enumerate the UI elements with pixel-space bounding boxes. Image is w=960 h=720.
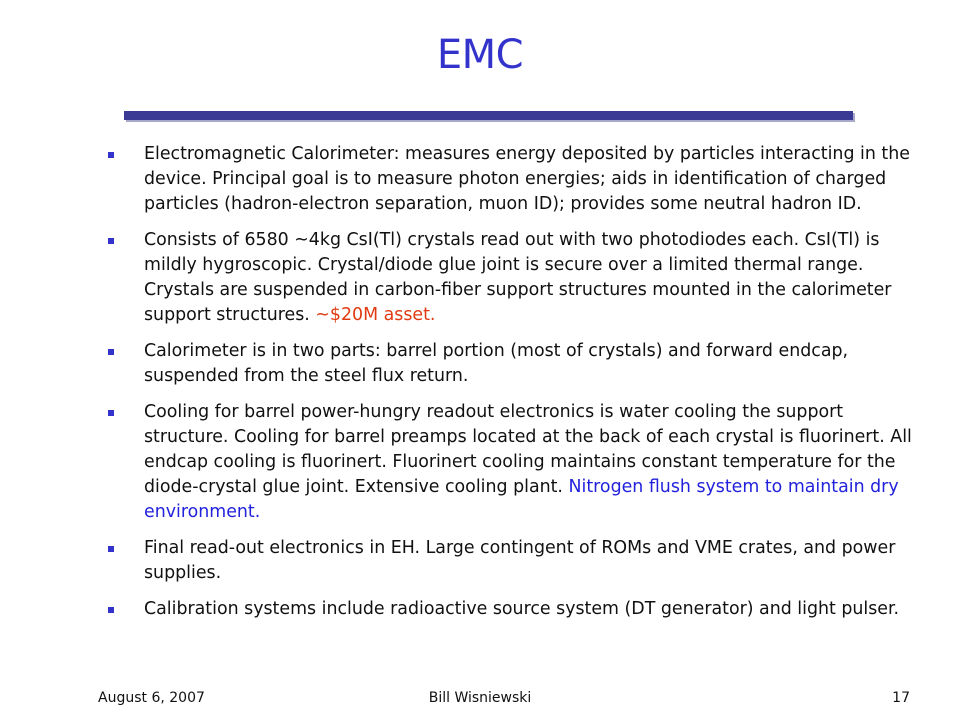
bullet-square-icon	[108, 607, 114, 613]
bullet-item	[108, 228, 930, 328]
bullet-square-icon	[108, 546, 114, 552]
bullet-text: Calibration systems include radioactive source system (DT generator) and light pulser.	[144, 599, 900, 619]
bullet-text: Electromagnetic Calorimeter: measures energy deposited by particles interacting in the device. Principal goal is to measure photon energies; aids in identification of charged particles (hadron-electron separation, muon ID); provides some neutral hadron ID.	[144, 144, 910, 214]
bullet-text: Consists of 6580 ~4kg CsI(Tl) crystals read out with two photodiodes each. CsI(Tl) is mildly hygroscopic. Crystal/diode glue joint is secure over a limited thermal range. Crystals are suspended in carbon-fiber support structures mounted in the calorimeter support structures.	[144, 230, 892, 325]
bullet-highlight-text: Nitrogen flush system to maintain dry environment.	[144, 477, 899, 522]
bullet-text: Final read-out electronics in EH. Large contingent of ROMs and VME crates, and power supplies.	[144, 538, 896, 583]
bullet-highlight-text: ~$20M asset.	[315, 305, 436, 325]
bullet-item	[108, 142, 930, 217]
bullet-list	[108, 142, 930, 633]
bullet-square-icon	[108, 238, 114, 244]
bullet-item	[108, 339, 930, 389]
bullet-text: Calorimeter is in two parts: barrel portion (most of crystals) and forward endcap, suspended from the steel flux return.	[144, 341, 849, 386]
footer-date: August 6, 2007	[98, 690, 205, 706]
footer-page-number: 17	[892, 690, 910, 706]
bullet-item	[108, 536, 930, 586]
bullet-text: Cooling for barrel power-hungry readout electronics is water cooling the support structure. Cooling for barrel preamps located at the back of each crystal is fluorinert. All endcap cooling is fluorinert. Fluorinert cooling maintains constant temperature for the diode-crystal glue joint. Extensive cooling plant.	[144, 402, 912, 497]
bullet-square-icon	[108, 410, 114, 416]
bullet-square-icon	[108, 152, 114, 158]
slide-title: EMC	[436, 32, 524, 78]
footer-author: Bill Wisniewski	[428, 690, 532, 706]
bullet-item	[108, 597, 930, 622]
bullet-item	[108, 400, 930, 525]
title-underline-bar	[124, 111, 853, 120]
bullet-square-icon	[108, 349, 114, 355]
